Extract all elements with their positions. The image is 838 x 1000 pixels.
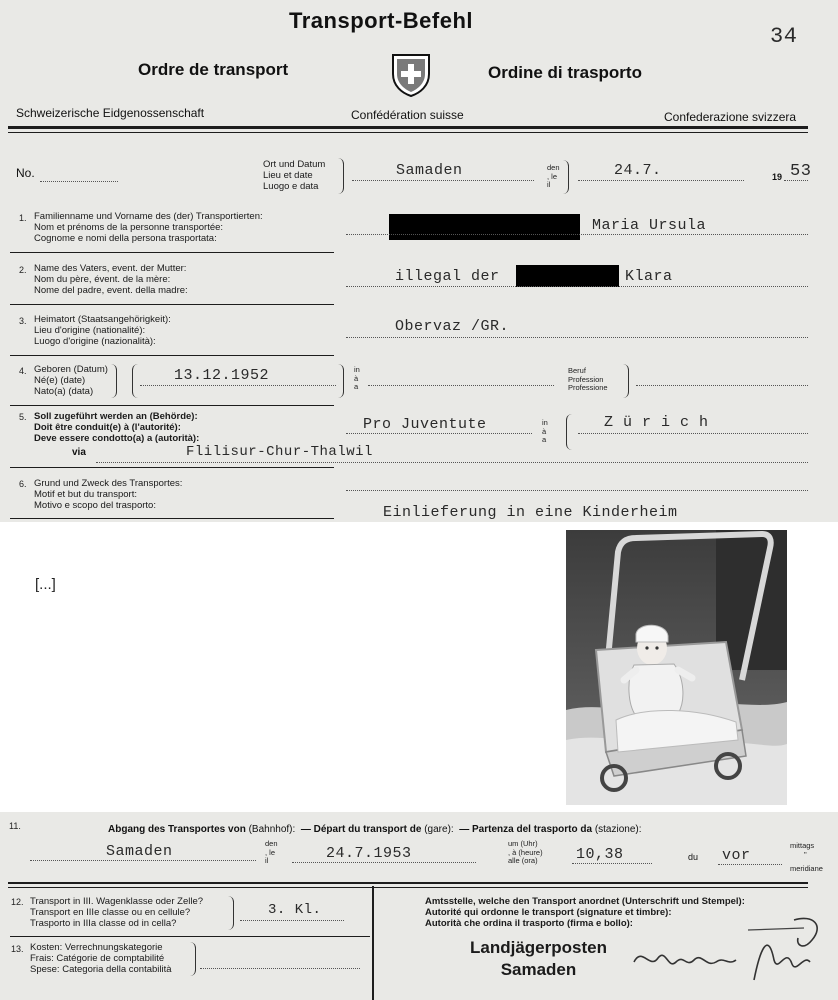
field-3-value: Obervaz /GR. [395, 318, 510, 335]
den-label: den , le il [547, 163, 560, 189]
departure-den-label: den , le il [265, 839, 278, 865]
number-field-line [40, 181, 118, 182]
departure-period: vor [722, 847, 751, 864]
handwritten-signature [628, 910, 828, 1000]
field-3-number: 3. [19, 316, 27, 326]
authority-stamp: Landjägerposten Samaden [470, 938, 607, 979]
departure-time-line [572, 863, 652, 864]
date-value: 24.7. [614, 162, 662, 179]
field-2-number: 2. [19, 265, 27, 275]
date-line [578, 180, 744, 181]
pram-photograph [566, 530, 787, 810]
field-4-rule [10, 405, 334, 406]
form-title-it: Ordine di trasporto [488, 63, 642, 82]
field-4-brace [111, 364, 117, 398]
year-line [784, 180, 808, 181]
place-line [352, 180, 534, 181]
authority-label: Amtsstelle, welche den Transport anordnet (Unterschrift und Stempel): Autorité qui ordonne le transport (signature et timbre): Autorità che ordina il trasporto (firma e bollo): [425, 896, 745, 929]
den-brace [563, 160, 569, 194]
class-brace [228, 896, 234, 930]
field-6-label: Grund und Zweck des Transportes: Motif et but du transport: Motivo e scopo del trasporto: [34, 478, 183, 511]
header-rule-1 [8, 126, 808, 129]
field-1-value: Maria Ursula [592, 217, 707, 234]
state-name-de: Schweizerische Eidgenossenschaft [16, 106, 205, 120]
redaction-bar [389, 214, 580, 240]
place-value: Samaden [396, 162, 463, 179]
via-value: Flilisur-Chur-Thalwil [186, 444, 373, 460]
field-3-line [346, 337, 808, 338]
header-rule-2 [8, 132, 808, 133]
via-line [96, 462, 808, 463]
departure-time-label: um (Uhr) , à (heure) alle (ora) [508, 839, 543, 865]
field-3-rule [10, 355, 334, 356]
field-4-job-label: Beruf Profession Professione [568, 366, 608, 392]
field-4-job-line [636, 385, 808, 386]
class-value: 3. Kl. [268, 902, 322, 918]
bottom-rule-1 [8, 882, 808, 884]
page-number: 34 [770, 24, 798, 49]
costs-label: Kosten: Verrechnungskategorie Frais: Catégorie de comptabilité Spese: Categoria della contabilità [30, 942, 172, 975]
field-5-value: Pro Juventute [363, 416, 487, 433]
field-5-rule [10, 467, 334, 468]
place-date-brace [338, 158, 344, 194]
field-1-line [346, 234, 808, 235]
departure-number: 11. [9, 821, 21, 831]
number-label: No. [16, 166, 35, 180]
field-1-rule [10, 252, 334, 253]
departure-date-line [292, 862, 476, 863]
costs-brace [190, 942, 196, 976]
swiss-cross-emblem [390, 52, 432, 103]
field-2-line [346, 286, 808, 287]
field-6-value: Einlieferung in eine Kinderheim [383, 504, 678, 521]
field-5-number: 5. [19, 412, 27, 422]
state-name-fr: Confédération suisse [351, 108, 464, 122]
year-prefix: 19 [772, 172, 783, 182]
departure-place: Samaden [106, 843, 173, 860]
field-2-value-b: Klara [625, 268, 673, 285]
costs-line [200, 968, 360, 969]
class-line [240, 920, 344, 921]
departure-period-label: mittags " meridiane [790, 841, 823, 873]
field-5-label: Soll zugeführt werden an (Behörde): Doit être conduit(e) à (l'autorité): Deve essere condotto(a) a (autorità): [34, 411, 200, 444]
field-4-line [140, 385, 336, 386]
field-5-brace [566, 414, 572, 450]
field-2-rule [10, 304, 334, 305]
field-4-number: 4. [19, 366, 27, 376]
costs-number: 13. [11, 944, 24, 954]
departure-time: 10,38 [576, 846, 624, 863]
field-6-line-1 [346, 490, 808, 491]
departure-du-label: du [688, 852, 699, 862]
class-label: Transport in III. Wagenklasse oder Zelle? Transport en IIIe classe ou en cellule? Trasporto in IIIa classe od in cella? [30, 896, 204, 929]
field-4-in-label: in à a [354, 365, 360, 391]
field-4-label: Geboren (Datum) Né(e) (date) Nato(a) (data) [34, 364, 108, 397]
redaction-bar [516, 265, 619, 287]
field-6-number: 6. [19, 479, 27, 489]
departure-place-line [30, 860, 256, 861]
bottom-vertical-rule [372, 886, 374, 1000]
field-1-label: Familienname und Vorname des (der) Transportierten: Nom et prénoms de la personne transportée: Cognome e nomi della persona trasportata: [34, 211, 263, 244]
field-6-rule [10, 518, 334, 519]
field-3-label: Heimatort (Staatsangehörigkeit): Lieu d'origine (nationalité): Luogo d'origine (nazionalità): [34, 314, 171, 347]
departure-date: 24.7.1953 [326, 845, 412, 862]
field-5-city-line [578, 433, 808, 434]
field-5-city: Z ü r i c h [604, 414, 709, 431]
field-1-number: 1. [19, 213, 27, 223]
bottom-rule-2 [8, 887, 808, 888]
via-label: via [72, 447, 86, 458]
field-4-brace-3 [338, 364, 344, 398]
omission-marker: [...] [35, 576, 56, 593]
state-name-it: Confederazione svizzera [664, 110, 797, 124]
field-4-place-line [368, 385, 554, 386]
field-5-line [346, 433, 532, 434]
field-4-value: 13.12.1952 [174, 367, 270, 384]
departure-label: Abgang des Transportes von (Bahnhof): — Départ du transport de (gare): — Partenza del trasporto da (stazione): [108, 824, 642, 835]
omitted-section [0, 522, 838, 812]
class-rule [10, 936, 370, 937]
departure-period-line [718, 864, 782, 865]
form-title-fr: Ordre de transport [138, 60, 289, 79]
field-4-job-brace [623, 364, 629, 398]
field-4-brace-right [132, 364, 138, 398]
form-bottom-section [0, 812, 838, 1000]
field-2-label: Name des Vaters, event. der Mutter: Nom du père, évent. de la mère: Nome del padre, event. della madre: [34, 263, 188, 296]
class-number: 12. [11, 897, 24, 907]
place-date-label: Ort und Datum Lieu et date Luogo e data [263, 159, 326, 192]
form-title-de: Transport-Befehl [289, 8, 474, 33]
year-suffix: 53 [790, 162, 812, 181]
field-5-in-label: in à a [542, 418, 548, 444]
field-2-value-a: illegal der [395, 268, 500, 285]
